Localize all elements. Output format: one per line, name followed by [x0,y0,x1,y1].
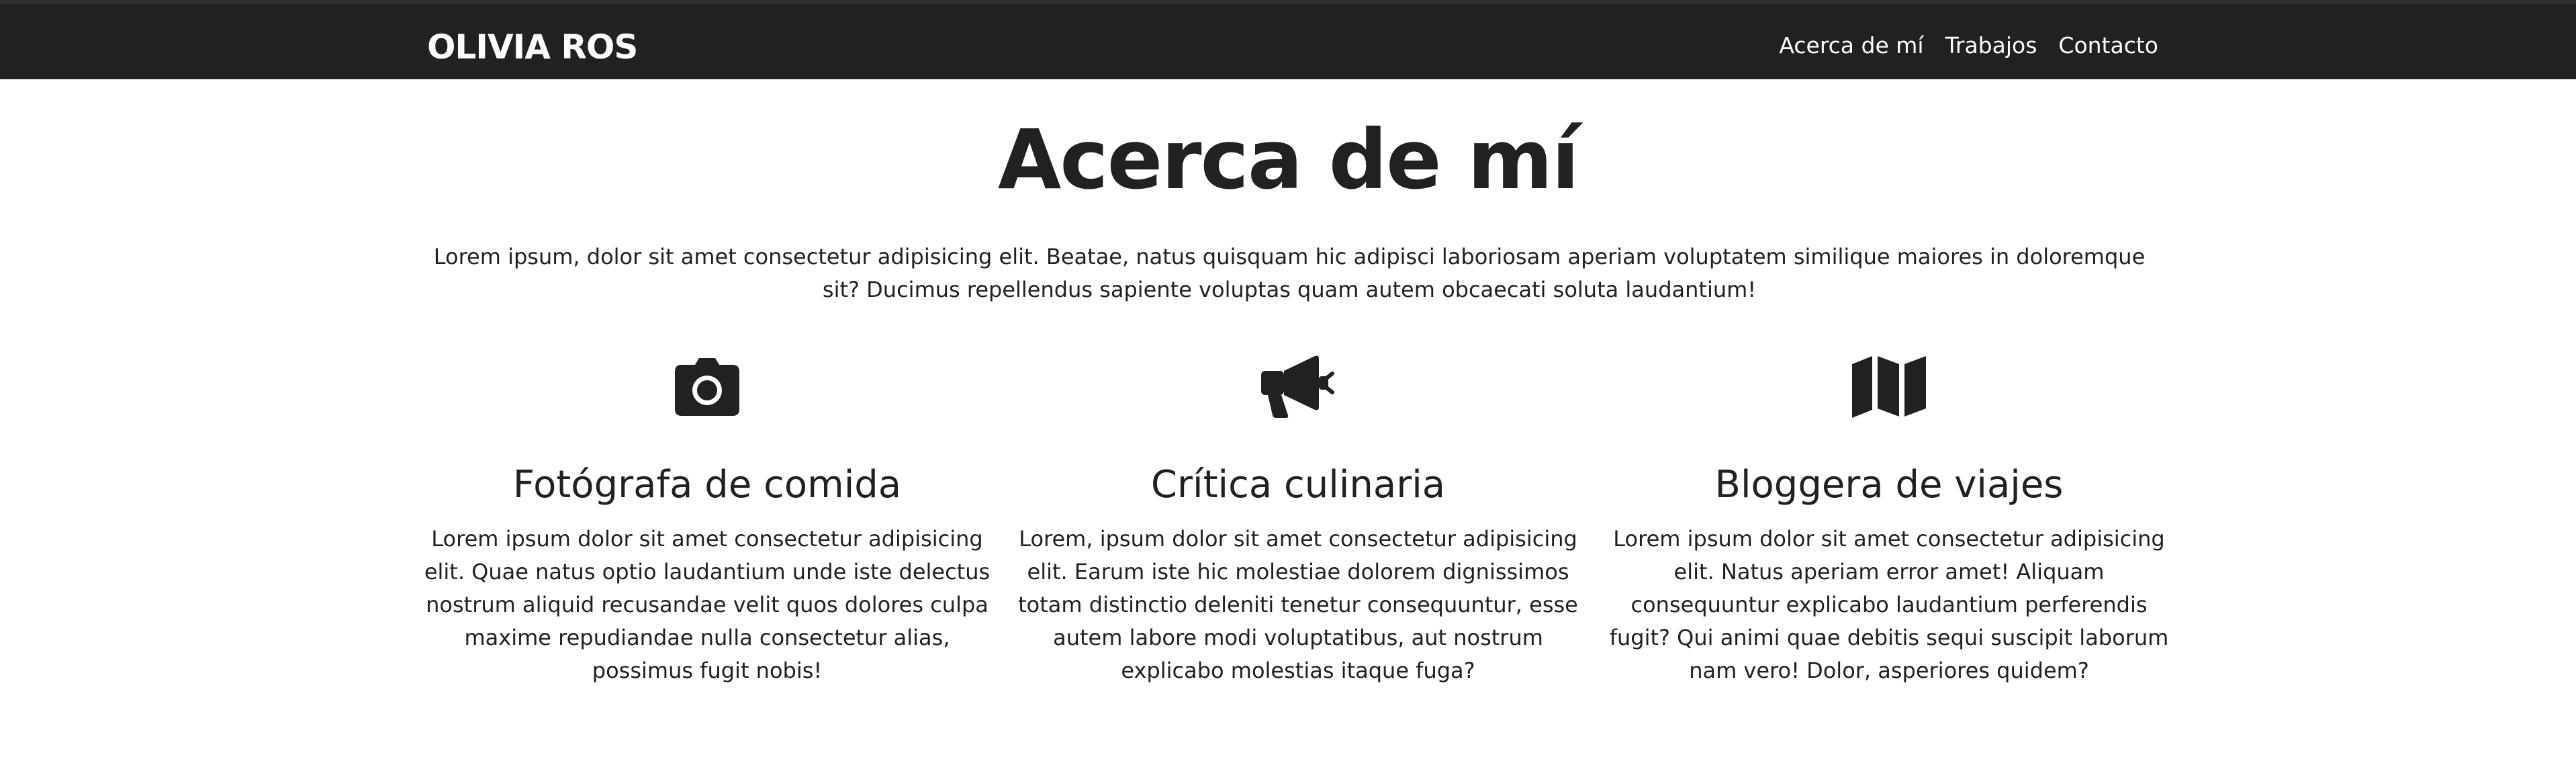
card-title: Fotógrafa de comida [512,463,902,507]
camera-icon [418,349,996,423]
card-travel-blogger [1600,349,2178,687]
card-food-photographer [418,349,996,687]
bullhorn-icon [1009,349,1587,423]
card-text: Lorem ipsum dolor sit amet consectetur adipisicing elit. Natus aperiam error amet! Aliquam consequuntur explicabo laudantium perferendis fugit? Qui animi quae debitis sequi suscipit laborum nam vero! Dolor, asperiores quidem? [1609,526,2169,683]
card-title: Bloggera de viajes [1714,463,2064,507]
card-text: Lorem, ipsum dolor sit amet consectetur adipisicing elit. Earum iste hic molestiae dolorem dignissimos totam distinctio deleniti tenetur consequuntur, esse autem labore modi voluptatibus, aut nostrum explicabo molestias itaque fuga? [1018,526,1578,683]
intro-paragraph: Lorem ipsum, dolor sit amet consectetur adipisicing elit. Beatae, natus quisquam hic adipisci laboriosam aperiam voluptatem similique maiores in doloremque sit? Ducimus repellendus sapiente voluptas quam autem obcaecati soluta laudantium! [433,244,2146,302]
page-title: Acerca de mí [997,112,1579,208]
map-icon [1600,349,2178,423]
brand-logo[interactable]: OLIVIA ROS [427,28,638,67]
card-title: Crítica culinaria [1150,463,1446,507]
main-nav [1779,31,2158,60]
nav-link-trabajos[interactable]: Trabajos [1945,32,2037,58]
navbar [0,0,2576,79]
nav-link-contacto[interactable]: Contacto [2058,32,2158,58]
card-food-critic [1009,349,1587,687]
card-text: Lorem ipsum dolor sit amet consectetur adipisicing elit. Quae natus optio laudantium unde iste delectus nostrum aliquid recusandae velit quos dolores culpa maxime repudiandae nulla consectetur alias, possimus fugit nobis! [424,526,991,683]
nav-link-acerca[interactable]: Acerca de mí [1779,32,1924,58]
